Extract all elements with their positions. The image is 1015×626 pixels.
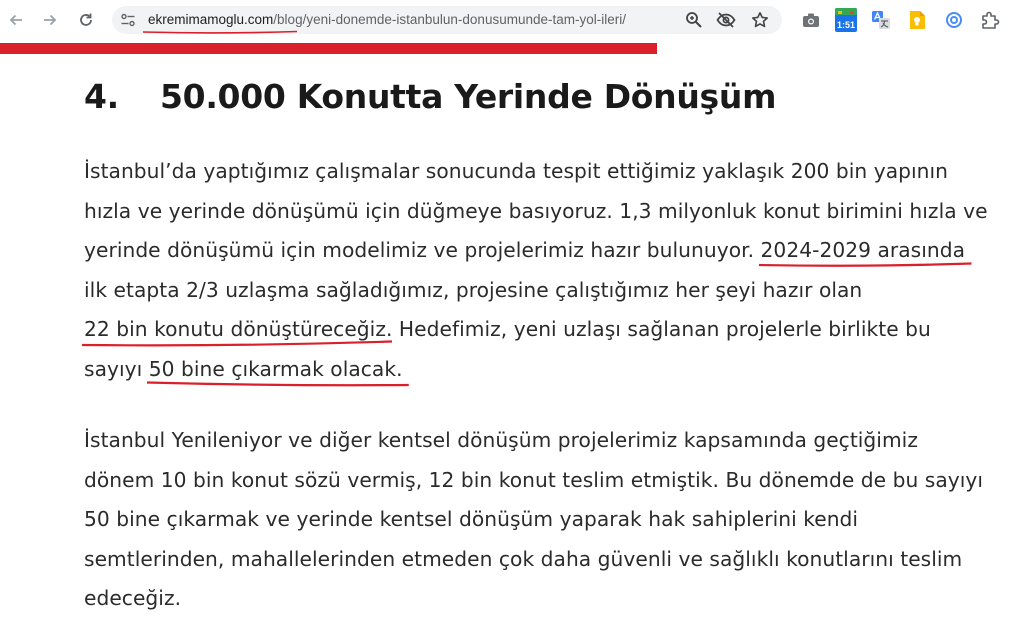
paragraph-1 [84,152,994,390]
url-host: ekremimamoglu.com [148,12,274,27]
site-info-icon[interactable] [120,12,136,28]
red-underline-3 [147,379,409,387]
camera-icon[interactable] [800,9,822,31]
browser-toolbar [0,0,1015,40]
zoom-icon[interactable] [684,10,704,30]
p1-text-2: ilk etapta 2/3 uzlaşma sağladığımız, projesine çalıştığımız her şeyi hazır olan [84,277,863,302]
translate-icon[interactable] [870,9,892,31]
heading-text: 50.000 Konutta Yerinde Dönüşüm [160,77,777,116]
puzzle-icon[interactable] [979,9,1001,31]
red-underline-2 [82,339,392,347]
bookmark-star-icon[interactable] [750,10,770,30]
back-icon[interactable] [3,8,29,32]
red-underline-1 [759,260,972,268]
extension-icon[interactable] [943,9,965,31]
url-text[interactable] [148,12,626,28]
forward-icon[interactable] [37,8,63,32]
reload-icon[interactable] [73,8,99,32]
p1-text-1: İstanbul’da yaptığımız çalışmalar sonucunda tespit ettiğimiz yaklaşık 200 bin yapının hızla ve yerinde dönüşümü için düğmeye basıyoruz. 1,3 milyonluk konut birimini hızla ve yerinde dönüşümü için modelimiz ve projelerimiz hazır bulunuyor. [84,159,988,263]
paragraph-2: İstanbul Yenileniyor ve diğer kentsel dönüşüm projelerimiz kapsamında geçtiğimiz dönem 10 bin konut sözü vermiş, 12 bin konut teslim etmiştik. Bu dönemde de bu sayıyı 50 bine çıkarmak ve yerinde kentsel dönüşüm yaparak hak sahiplerini kendi semtlerinden, mahallelerinden etmeden çok daha güvenli ve sağlıklı konutlarını teslim edeceğiz. [84,428,984,611]
heading-number: 4. [84,77,119,116]
highlight-text-1: 2024-2029 arasında [760,238,966,263]
url-path: /blog/yeni-donemde-istanbulun-donusumunde-tam-yol-ileri/ [273,12,626,27]
keep-icon[interactable] [906,9,928,31]
highlight-50-bine [149,350,403,390]
highlight-2024-2029 [761,231,966,271]
highlight-22-bin [84,310,386,350]
reading-progress-bar [0,43,657,54]
calendar-icon[interactable] [834,7,858,33]
section-heading [84,76,776,118]
url-underline-mark [142,30,298,34]
highlight-text-2: 22 bin konutu dönüştüreceğiz [84,317,386,342]
eye-off-icon[interactable] [716,10,736,30]
calendar-badge: 1:51 [836,20,855,30]
highlight-text-3: 50 bine çıkarmak olacak. [148,356,403,381]
p1-text-3: . Hedefimiz, yeni uzlaşı sağlanan projelerle birlikte bu sayıyı [84,317,931,381]
